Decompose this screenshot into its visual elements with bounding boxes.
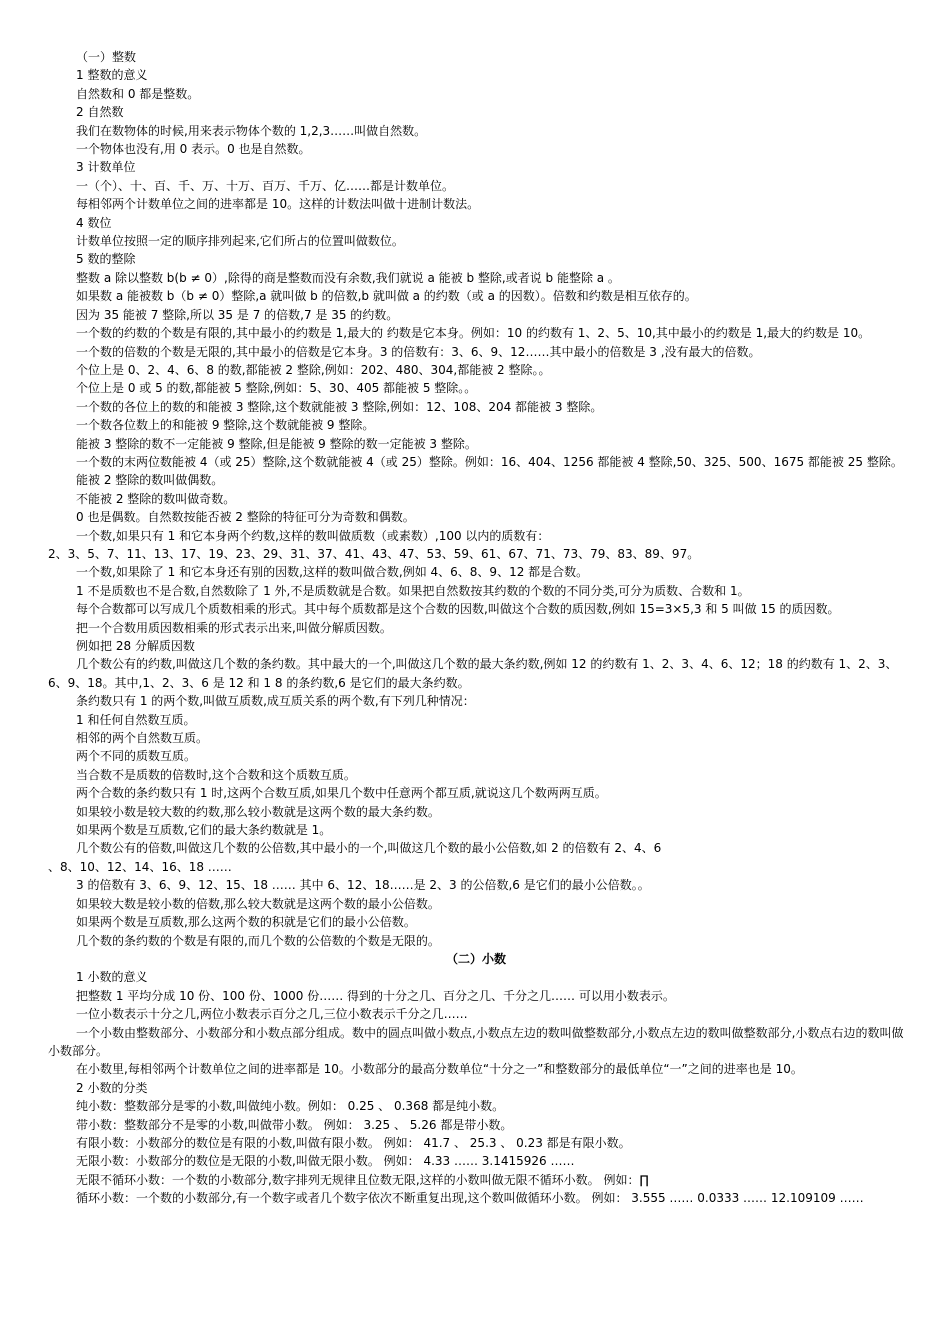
- paragraph: 一个数的各位上的数的和能被 3 整除,这个数就能被 3 整除,例如：12、108、204 都能被 3 整除。: [76, 399, 603, 414]
- paragraph: 如果较大数是较小数的倍数,那么较大数就是这两个数的最小公倍数。: [76, 896, 440, 911]
- paragraph: 带小数：整数部分不是零的小数,叫做带小数。 例如： 3.25 、 5.26 都是带小数。: [76, 1117, 513, 1132]
- paragraph: 几个数的条约数的个数是有限的,而几个数的公倍数的个数是无限的。: [76, 933, 440, 948]
- paragraph: 无限不循环小数：一个数的小数部分,数字排列无规律且位数无限,这样的小数叫做无限不循环小数。 例如：∏: [76, 1172, 649, 1187]
- paragraph: 4 数位: [76, 215, 112, 230]
- paragraph: 纯小数：整数部分是零的小数,叫做纯小数。例如： 0.25 、 0.368 都是纯小数。: [76, 1099, 505, 1114]
- paragraph: 个位上是 0 或 5 的数,都能被 5 整除,例如：5、30、405 都能被 5 整除。。: [76, 381, 477, 396]
- paragraph: 2 自然数: [76, 105, 124, 120]
- paragraph: 不能被 2 整除的数叫做奇数。: [76, 491, 236, 506]
- paragraph: 一个数的倍数的个数是无限的,其中最小的倍数是它本身。3 的倍数有：3、6、9、12……其中最小的倍数是 3 ,没有最大的倍数。: [76, 344, 761, 359]
- paragraph: 一个数的末两位数能被 4（或 25）整除,这个数就能被 4（或 25）整除。例如：16、404、1256 都能被 4 整除,50、325、500、1675 都能被 25 整除。: [76, 454, 903, 469]
- section-title-integers: （一）整数: [76, 50, 137, 64]
- paragraph: 相邻的两个自然数互质。: [76, 731, 209, 746]
- paragraph: 一个数,如果只有 1 和它本身两个约数,这样的数叫做质数（或素数）,100 以内的质数有：: [76, 528, 550, 543]
- paragraph: 把一个合数用质因数相乘的形式表示出来,叫做分解质因数。: [76, 620, 392, 635]
- primes-list: 2、3、5、7、11、13、17、19、23、29、31、37、41、43、47、53、59、61、67、71、73、79、83、89、97。: [48, 546, 700, 561]
- paragraph: 条约数只有 1 的两个数,叫做互质数,成互质关系的两个数,有下列几种情况：: [76, 694, 475, 709]
- paragraph: 我们在数物体的时候,用来表示物体个数的 1,2,3……叫做自然数。: [76, 123, 427, 138]
- paragraph: 计数单位按照一定的顺序排列起来,它们所占的位置叫做数位。: [76, 234, 404, 249]
- paragraph: 2 小数的分类: [76, 1080, 148, 1095]
- paragraph: 0 也是偶数。自然数按能否被 2 整除的特征可分为奇数和偶数。: [76, 510, 415, 525]
- integers-part-1: [48, 66, 904, 563]
- decimals-section: [48, 968, 904, 1207]
- paragraph: 两个合数的条约数只有 1 时,这两个合数互质,如果几个数中任意两个都互质,就说这几个数两两互质。: [76, 786, 607, 801]
- document-page: [48, 48, 904, 1208]
- paragraph: 1 不是质数也不是合数,自然数除了 1 外,不是质数就是合数。如果把自然数按其约数的个数的不同分类,可分为质数、合数和 1。: [76, 583, 750, 598]
- paragraph: 3 的倍数有 3、6、9、12、15、18 …… 其中 6、12、18……是 2、3 的公倍数,6 是它们的最小公倍数。。: [76, 878, 650, 893]
- paragraph: 整数 a 除以整数 b(b ≠ 0）,除得的商是整数而没有余数,我们就说 a 能被 b 整除,或者说 b 能整除 a 。: [76, 270, 620, 285]
- multiples-list: 、8、10、12、14、16、18 ……: [48, 859, 232, 874]
- integers-part-3: [48, 876, 904, 950]
- paragraph: 一个数各位数上的和能被 9 整除,这个数就能被 9 整除。: [76, 418, 375, 433]
- paragraph: 例如把 28 分解质因数: [76, 639, 195, 653]
- paragraph: 一个物体也没有,用 0 表示。0 也是自然数。: [76, 142, 311, 157]
- paragraph: 如果两个数是互质数,那么这两个数的积就是它们的最小公倍数。: [76, 915, 416, 930]
- paragraph: 一个数,如果除了 1 和它本身还有别的因数,这样的数叫做合数,例如 4、6、8、9、12 都是合数。: [76, 565, 589, 580]
- paragraph: 一个数的约数的个数是有限的,其中最小的约数是 1,最大的 约数是它本身。例如：10 的约数有 1、2、5、10,其中最小的约数是 1,最大的约数是 10。: [76, 326, 871, 341]
- paragraph: 1 小数的意义: [76, 970, 148, 985]
- paragraph: 当合数不是质数的倍数时,这个合数和这个质数互质。: [76, 767, 356, 782]
- section-title-decimals: （二）小数: [445, 951, 506, 966]
- paragraph: 把整数 1 平均分成 10 份、100 份、1000 份…… 得到的十分之几、百分之几、千分之几…… 可以用小数表示。: [76, 988, 675, 1003]
- paragraph: 有限小数：小数部分的数位是有限的小数,叫做有限小数。 例如： 41.7 、 25.3 、 0.23 都是有限小数。: [76, 1135, 631, 1150]
- paragraph: 一位小数表示十分之几,两位小数表示百分之几,三位小数表示千分之几……: [76, 1007, 468, 1022]
- paragraph: 如果两个数是互质数,它们的最大条约数就是 1。: [76, 823, 332, 838]
- paragraph: 每个合数都可以写成几个质数相乘的形式。其中每个质数都是这个合数的因数,叫做这个合数的质因数,例如 15=3×5,3 和 5 叫做 15 的质因数。: [76, 602, 840, 617]
- paragraph: 一（个）、十、百、千、万、十万、百万、千万、亿……都是计数单位。: [76, 178, 455, 193]
- paragraph: 在小数里,每相邻两个计数单位之间的进率都是 10。小数部分的最高分数单位“十分之一”和整数部分的最低单位“一”之间的进率也是 10。: [76, 1062, 803, 1077]
- paragraph: 几个数公有的约数,叫做这几个数的条约数。其中最大的一个,叫做这几个数的最大条约数,例如 12 的约数有 1、2、3、4、6、12；18 的约数有 1、2、3、6、9、18。其中,1、2、3、6 是 12 和 1 8 的条约数,6 是它们的最大条约数。: [48, 657, 898, 690]
- integers-part-2: [48, 563, 904, 876]
- paragraph: 无限小数：小数部分的数位是无限的小数,叫做无限小数。 例如： 4.33 …… 3.1415926 ……: [76, 1154, 575, 1169]
- paragraph: 1 和任何自然数互质。: [76, 712, 196, 727]
- paragraph: 几个数公有的倍数,叫做这几个数的公倍数,其中最小的一个,叫做这几个数的最小公倍数,如 2 的倍数有 2、4、6: [76, 841, 662, 856]
- paragraph: 个位上是 0、2、4、6、8 的数,都能被 2 整除,例如：202、480、304,都能被 2 整除。。: [76, 362, 551, 377]
- paragraph: 5 数的整除: [76, 252, 136, 267]
- paragraph: 每相邻两个计数单位之间的进率都是 10。这样的计数法叫做十进制计数法。: [76, 197, 480, 212]
- paragraph: 自然数和 0 都是整数。: [76, 86, 200, 101]
- paragraph: 循环小数：一个数的小数部分,有一个数字或者几个数字依次不断重复出现,这个数叫做循环小数。 例如： 3.555 …… 0.0333 …… 12.109109 ……: [76, 1191, 864, 1206]
- paragraph: 如果较小数是较大数的约数,那么较小数就是这两个数的最大条约数。: [76, 804, 440, 819]
- paragraph: 一个小数由整数部分、小数部分和小数点部分组成。数中的圆点叫做小数点,小数点左边的数叫做整数部分,小数点左边的数叫做整数部分,小数点右边的数叫做小数部分。: [48, 1025, 904, 1058]
- paragraph: 能被 2 整除的数叫做偶数。: [76, 473, 224, 488]
- paragraph: 如果数 a 能被数 b（b ≠ 0）整除,a 就叫做 b 的倍数,b 就叫做 a 的约数（或 a 的因数）。倍数和约数是相互依存的。: [76, 289, 697, 304]
- paragraph: 因为 35 能被 7 整除,所以 35 是 7 的倍数,7 是 35 的约数。: [76, 307, 399, 322]
- paragraph: 两个不同的质数互质。: [76, 749, 197, 764]
- paragraph: 3 计数单位: [76, 160, 136, 175]
- paragraph: 能被 3 整除的数不一定能被 9 整除,但是能被 9 整除的数一定能被 3 整除。: [76, 436, 477, 451]
- paragraph: 1 整数的意义: [76, 68, 148, 83]
